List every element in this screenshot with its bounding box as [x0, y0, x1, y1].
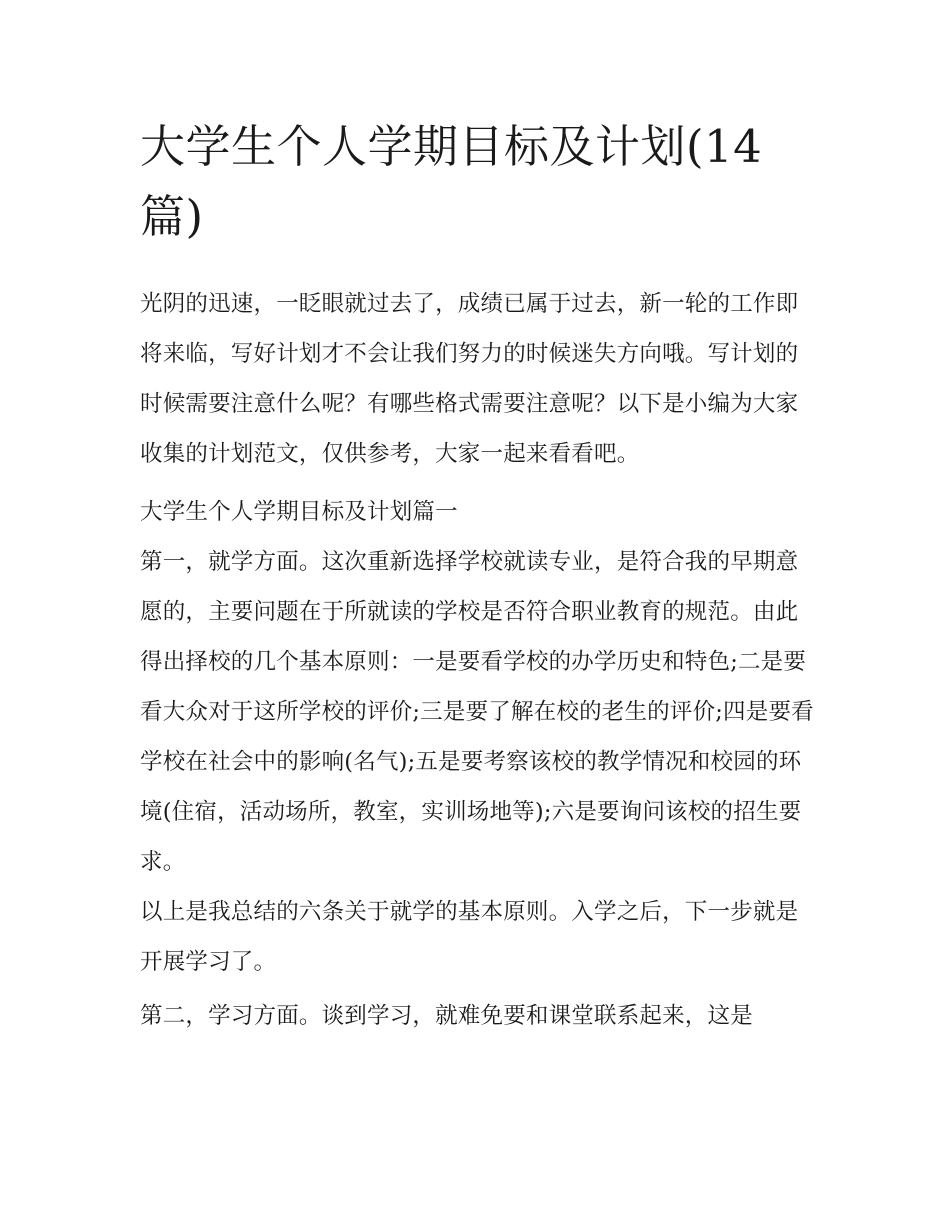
intro-paragraph: 光阴的迅速，一眨眼就过去了，成绩已属于过去，新一轮的工作即将来临，写好计划才不会让我们努力的时候迷失方向哦。写计划的时候需要注意什么呢？有哪些格式需要注意呢？以下是小编为大家收集的计划范文，仅供参考，大家一起来看看吧。 [140, 291, 799, 467]
paragraph-first: 第一，就学方面。这次重新选择学校就读专业，是符合我的早期意愿的，主要问题在于所就读的学校是否符合职业教育的规范。由此得出择校的几个基本原则：一是要看学校的办学历史和特色;二是要看大众对于这所学校的评价;三是要了解在校的老生的评价;四是要看学校在社会中的影响(名气);五是要考察该校的教学情况和校园的环境(住宿，活动场所，教室，实训场地等);六是要询问该校的招生要求。 [140, 549, 814, 875]
paragraph-summary: 以上是我总结的六条关于就学的基本原则。入学之后，下一步就是开展学习了。 [140, 899, 799, 975]
document-body [140, 112, 820, 1041]
document-title: 大学生个人学期目标及计划(14篇) [140, 120, 763, 243]
paragraph-second: 第二，学习方面。谈到学习，就难免要和课堂联系起来，这是 [140, 1003, 753, 1029]
section-heading: 大学生个人学期目标及计划篇一 [140, 499, 458, 525]
